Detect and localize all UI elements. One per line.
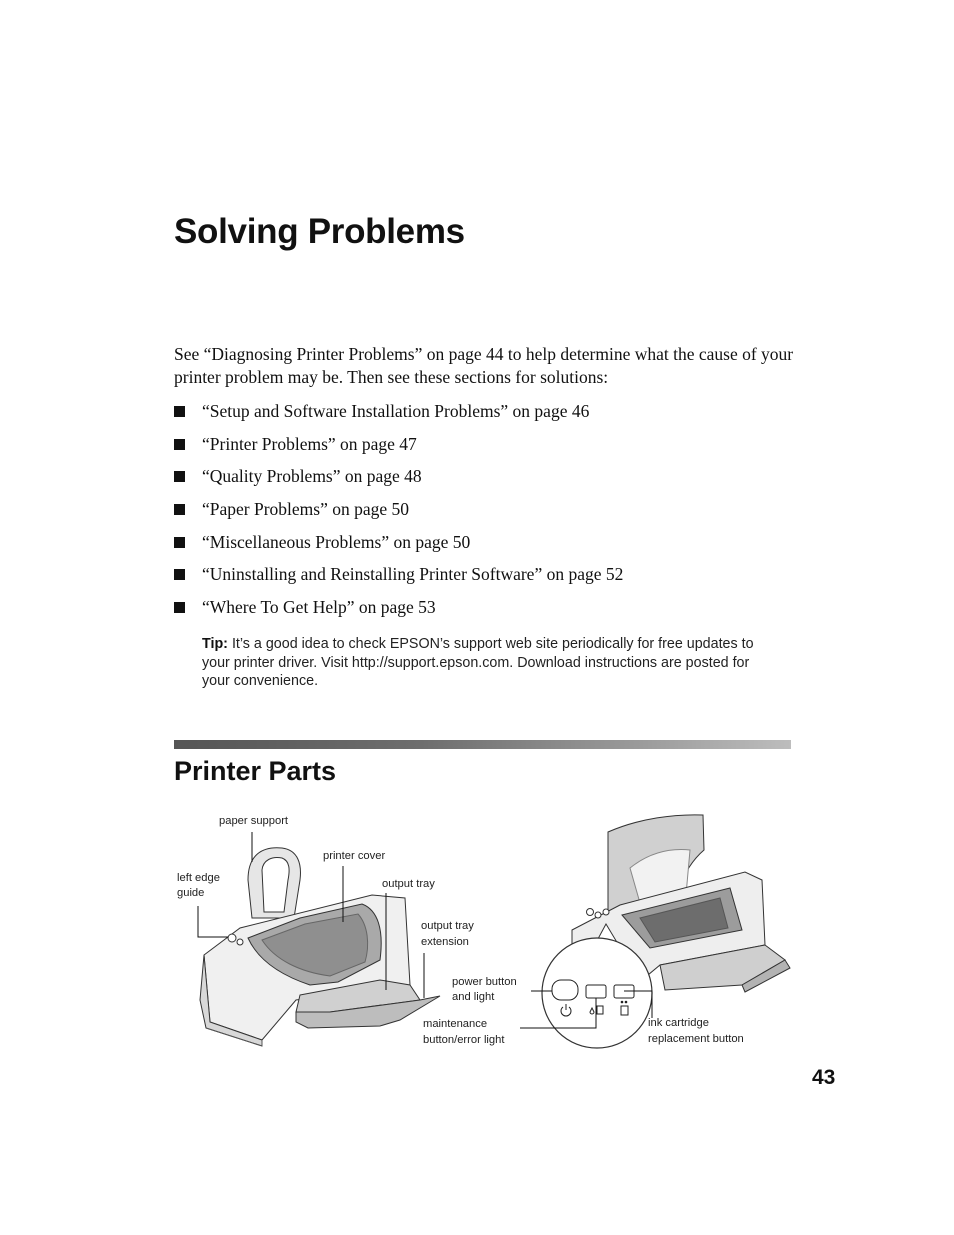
section-link: “Setup and Software Installation Problems” on page 46 xyxy=(202,401,590,421)
label-ink-cartridge-line1: ink cartridge xyxy=(648,1017,709,1029)
label-left-edge-guide-line2: guide xyxy=(177,887,205,899)
label-power-button-line1: power button xyxy=(452,976,517,988)
section-link: “Where To Get Help” on page 53 xyxy=(202,597,436,618)
page-title: Solving Problems xyxy=(174,212,465,251)
tip-text: It’s a good idea to check EPSON’s support web site periodically for free updates to your printer driver. Visit http://support.epson.com. Download instructions are posted for your convenience. xyxy=(202,636,754,689)
tip-label: Tip: xyxy=(202,636,228,652)
section-link: “Quality Problems” on page 48 xyxy=(202,466,422,487)
section-link: “Miscellaneous Problems” on page 50 xyxy=(202,531,471,552)
label-paper-support: paper support xyxy=(219,815,289,827)
label-output-tray-extension-line1: output tray xyxy=(421,920,474,932)
intro-paragraph: See “Diagnosing Printer Problems” on page 44 to help determine what the cause of your printer problem may be. Then see these sections for solutions: xyxy=(174,344,794,387)
label-maintenance-line2: button/error light xyxy=(423,1034,505,1046)
label-output-tray-extension-line2: extension xyxy=(421,936,469,948)
label-output-tray: output tray xyxy=(382,878,435,890)
section-heading: Printer Parts xyxy=(174,756,337,786)
section-link: “Printer Problems” on page 47 xyxy=(202,433,417,454)
label-left-edge-guide-line1: left edge xyxy=(177,872,220,884)
label-power-button-line2: and light xyxy=(452,991,495,1003)
section-link: “Paper Problems” on page 50 xyxy=(202,499,410,520)
section-link: “Uninstalling and Reinstalling Printer Software” on page 52 xyxy=(202,564,624,585)
label-printer-cover: printer cover xyxy=(323,850,386,862)
page-number: 43 xyxy=(812,1066,836,1089)
label-ink-cartridge-line2: replacement button xyxy=(648,1033,744,1045)
label-maintenance-line1: maintenance xyxy=(423,1018,488,1030)
